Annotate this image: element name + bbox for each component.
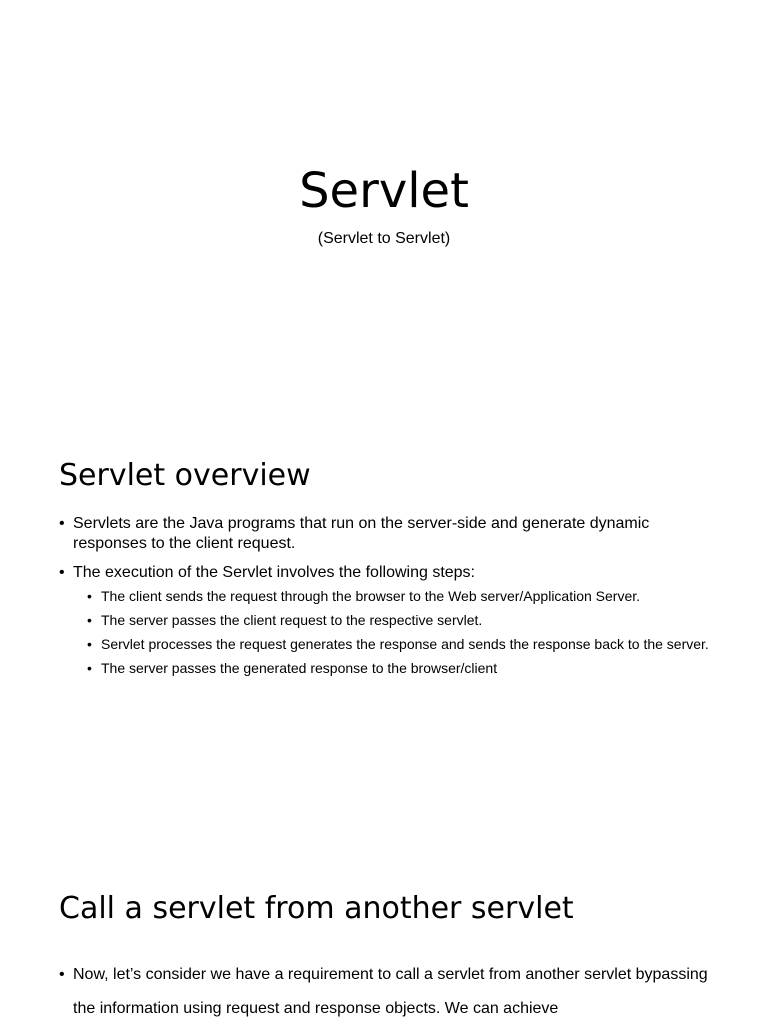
bullet-item bbox=[59, 958, 719, 1024]
slide-call-servlet bbox=[0, 864, 768, 1024]
sub-bullet-item bbox=[87, 659, 719, 677]
bullet-list bbox=[59, 958, 719, 1024]
slide-heading: Servlet overview bbox=[59, 458, 311, 493]
bullet-text: The execution of the Servlet involves the following steps: bbox=[73, 564, 475, 581]
sub-bullet-list bbox=[73, 587, 719, 677]
bullet-item bbox=[59, 514, 719, 554]
sub-bullet-dot: • bbox=[87, 660, 92, 676]
bullet-item bbox=[59, 563, 719, 677]
sub-bullet-text: The client sends the request through the browser to the Web server/Application Server. bbox=[101, 588, 641, 604]
bullet-text: Now, let’s consider we have a requirement to call a servlet from another servlet bypassing the information using request and response objects. We can achieve bbox=[73, 966, 708, 1017]
bullet-dot: • bbox=[59, 515, 65, 532]
bullet-dot: • bbox=[59, 564, 65, 581]
sub-bullet-text: The server passes the client request to the respective servlet. bbox=[101, 612, 483, 628]
slide-heading: Call a servlet from another servlet bbox=[59, 891, 574, 926]
bullet-dot: • bbox=[59, 966, 65, 983]
sub-bullet-item bbox=[87, 587, 719, 605]
sub-bullet-dot: • bbox=[87, 588, 92, 604]
slide-servlet-overview bbox=[0, 432, 768, 720]
slide-title bbox=[0, 0, 768, 288]
sub-bullet-dot: • bbox=[87, 636, 92, 652]
bullet-list bbox=[59, 514, 719, 686]
sub-bullet-text: Servlet processes the request generates the response and sends the response back to the server. bbox=[101, 636, 709, 652]
slide-title-heading: Servlet bbox=[299, 163, 469, 219]
sub-bullet-dot: • bbox=[87, 612, 92, 628]
sub-bullet-item bbox=[87, 635, 719, 653]
slide-subtitle: (Servlet to Servlet) bbox=[317, 230, 451, 247]
sub-bullet-text: The server passes the generated response to the browser/client bbox=[101, 660, 498, 676]
sub-bullet-item bbox=[87, 611, 719, 629]
bullet-text: Servlets are the Java programs that run on the server-side and generate dynamic responses to the client request. bbox=[73, 515, 650, 552]
